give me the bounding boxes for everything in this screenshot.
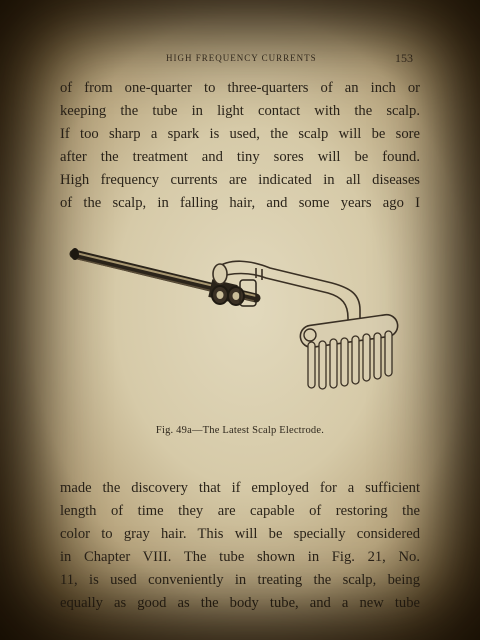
body-text-top [60,77,420,215]
page-header [0,50,480,68]
scalp-electrode-drawing [60,238,420,398]
text-line: color to gray hair. This will be specially considered [60,526,420,542]
text-line: High frequency currents are indicated in all diseases [60,172,420,188]
body-text-bottom [60,477,420,617]
scalp-electrode-illustration [60,238,420,398]
text-line: 11, is used conveniently in treating the scalp, being [60,572,420,588]
text-line: of from one-quarter to three-quarters of an inch or [60,80,420,96]
page-number: 153 [395,51,413,65]
text-line: after the treatment and tiny sores will be found. [60,149,420,165]
text-line: made the discovery that if employed for a sufficient [60,480,420,496]
text-line: keeping the tube in light contact with the scalp. [60,103,420,119]
text-line: of the scalp, in falling hair, and some years ago I [60,195,420,211]
text-line: equally as good as the body tube, and a new tube [60,595,420,611]
running-title: HIGH FREQUENCY CURRENTS [166,53,317,63]
text-line: length of time they are capable of restoring the [60,503,420,519]
text-line: If too sharp a spark is used, the scalp will be sore [60,126,420,142]
figure-caption: Fig. 49a—The Latest Scalp Electrode. [155,425,325,436]
text-line: in Chapter VIII. The tube shown in Fig. 21, No. [60,549,420,565]
